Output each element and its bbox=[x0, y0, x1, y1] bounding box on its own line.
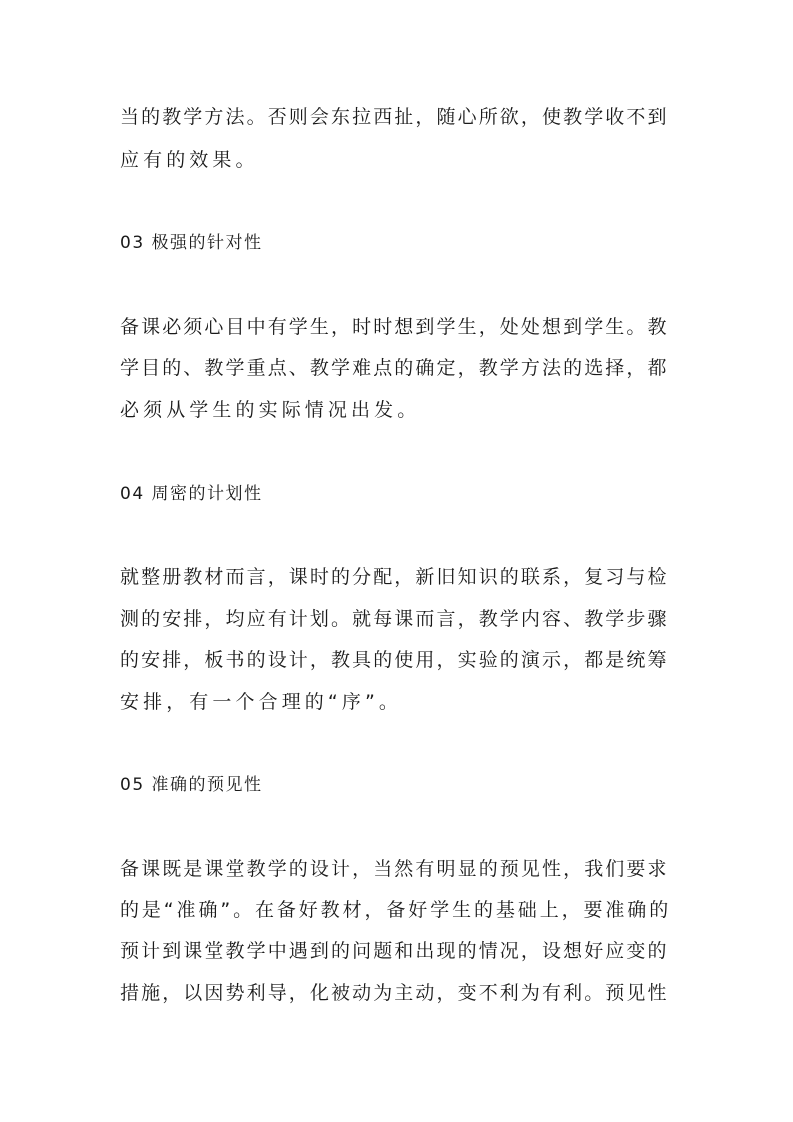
paragraph-line: 当的教学方法。否则会东拉西扯，随心所欲，使教学收不到 bbox=[120, 106, 669, 128]
paragraph-line: 的是“准确”。在备好教材，备好学生的基础上，要准确的 bbox=[120, 899, 672, 921]
section-heading-04: 04 周密的计划性 bbox=[120, 484, 263, 504]
paragraph-line: 测的安排，均应有计划。就每课而言，教学内容、教学步骤 bbox=[120, 608, 669, 630]
paragraph-line: 安排，有一个合理的“序”。 bbox=[120, 691, 402, 713]
paragraph-line: 备课必须心目中有学生，时时想到学生，处处想到学生。教 bbox=[120, 316, 669, 338]
paragraph-line: 学目的、教学重点、教学难点的确定，教学方法的选择，都 bbox=[120, 357, 669, 379]
paragraph-line: 的安排，板书的设计，教具的使用，实验的演示，都是统筹 bbox=[120, 649, 669, 671]
section-heading-05: 05 准确的预见性 bbox=[120, 775, 263, 795]
paragraph-line: 备课既是课堂教学的设计，当然有明显的预见性，我们要求 bbox=[120, 858, 669, 880]
section-heading-03: 03 极强的针对性 bbox=[120, 233, 263, 253]
paragraph-line: 就整册教材而言，课时的分配，新旧知识的联系，复习与检 bbox=[120, 566, 669, 588]
paragraph-line: 预计到课堂教学中遇到的问题和出现的情况，设想好应变的 bbox=[120, 940, 669, 962]
paragraph-line: 措施，以因势利导，化被动为主动，变不利为有利。预见性 bbox=[120, 982, 669, 1004]
paragraph-line: 应有的效果。 bbox=[120, 149, 259, 171]
paragraph-line: 必须从学生的实际情况出发。 bbox=[120, 399, 421, 421]
